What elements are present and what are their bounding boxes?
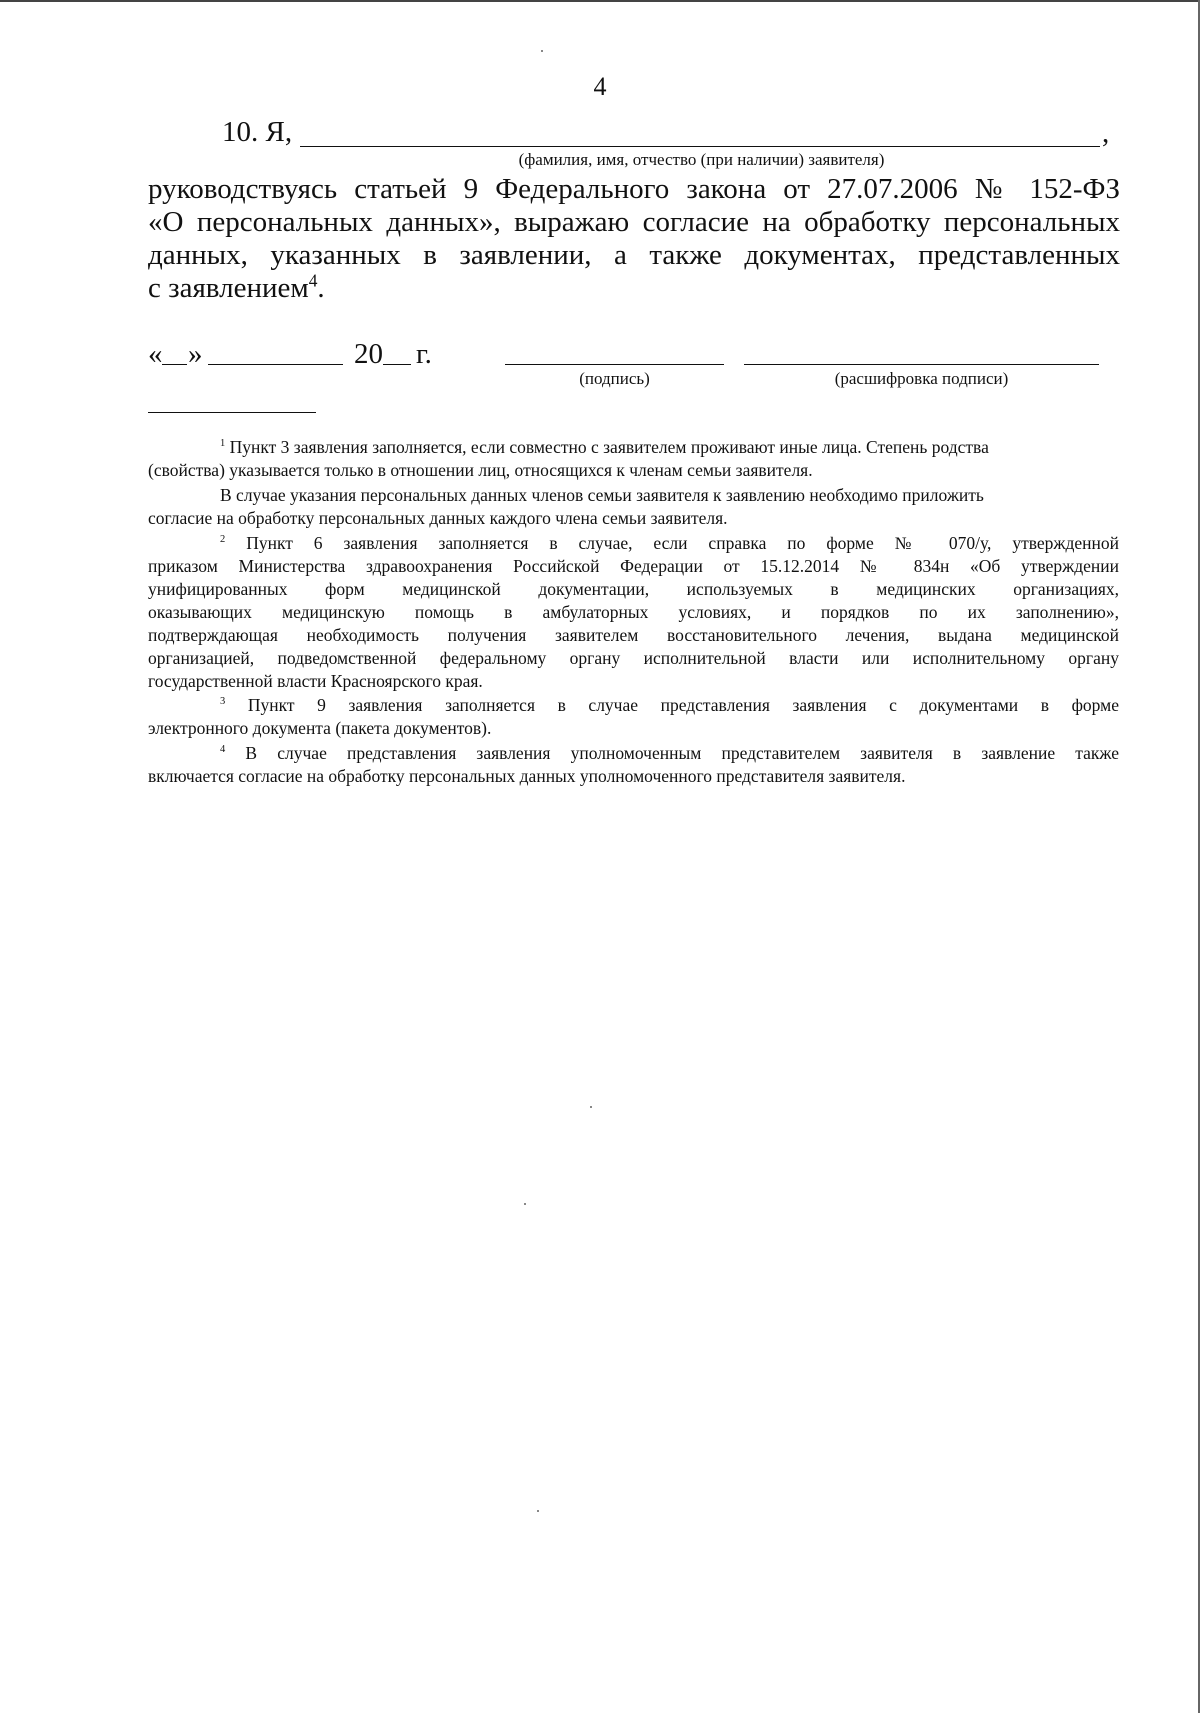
footnote-3-line-2: электронного документа (пакета документов). <box>148 718 492 738</box>
date-day-line <box>162 364 187 365</box>
page-number: 4 <box>593 72 607 101</box>
consent-line-4: с заявлением$^4$. <box>148 270 325 304</box>
applicant-name-line <box>300 146 1100 147</box>
scan-speck <box>537 1510 539 1512</box>
item10-comma: , <box>1102 117 1110 149</box>
date-year-suffix: г. <box>416 338 432 370</box>
footnote-1b-line-2: согласие на обработку персональных данных каждого члена семьи заявителя. <box>148 508 728 528</box>
applicant-name-caption: (фамилия, имя, отчество (при наличии) заявителя) <box>518 150 885 169</box>
footnote-4-line-2: включается согласие на обработку персональных данных уполномоченного представителя заявителя. <box>148 766 906 786</box>
signature-decode-caption: (расшифровка подписи) <box>834 369 1009 388</box>
scan-edge-top <box>0 0 1200 2</box>
scan-speck <box>524 1203 526 1205</box>
consent-line-1: руководствуясь статьей 9 Федерального закона от 27.07.2006 № 152-ФЗ <box>148 173 1120 205</box>
date-year-line <box>383 364 411 365</box>
item10-prefix: 10. Я, <box>222 116 293 148</box>
date-year-prefix: 20 <box>354 338 383 370</box>
scan-speck <box>590 1106 592 1108</box>
signature-caption: (подпись) <box>579 369 650 388</box>
footnote-2-line-6: организацией, подведомственной федеральному органу исполнительной власти или исполнительному органу <box>148 648 1119 668</box>
date-month-line <box>208 364 343 365</box>
footnote-2-line-5: подтверждающая необходимость получения заявителем восстановительного лечения, выдана медицинской <box>148 625 1119 645</box>
signature-decode-line <box>744 364 1099 365</box>
signature-line <box>505 364 724 365</box>
scan-speck <box>541 50 543 52</box>
footnote-2-line-4: оказывающих медицинскую помощь в амбулаторных условиях, и порядков по их заполнению», <box>148 602 1119 622</box>
footnote-3-line-1: $^3$ Пункт 9 заявления заполняется в случае представления заявления с документами в форме <box>220 695 1119 715</box>
footnote-1-line-1: $^1$ Пункт 3 заявления заполняется, если совместно с заявителем проживают иные лица. Степень родства <box>220 437 989 457</box>
footnote-2-line-3: унифицированных форм медицинской документации, используемых в медицинских организациях, <box>148 579 1119 599</box>
date-quote-open: « <box>148 338 163 370</box>
footnote-2-line-2: приказом Министерства здравоохранения Российской Федерации от 15.12.2014 № 834н «Об утверждении <box>148 556 1119 576</box>
footnote-separator <box>148 412 316 413</box>
consent-line-2: «О персональных данных», выражаю согласие на обработку персональных <box>148 206 1120 238</box>
footnote-2-line-7: государственной власти Красноярского края. <box>148 671 483 691</box>
footnote-4-line-1: $^4$ В случае представления заявления уполномоченным представителем заявителя в заявление также <box>220 743 1120 763</box>
footnote-2-line-1: $^2$ Пункт 6 заявления заполняется в случае, если справка по форме № 070/у, утвержденной <box>220 533 1119 553</box>
consent-line-3: данных, указанных в заявлении, а также документах, представленных <box>148 239 1120 271</box>
footnote-1-line-2: (свойства) указывается только в отношении лиц, относящихся к членам семьи заявителя. <box>148 460 813 480</box>
date-quote-close: » <box>188 338 203 370</box>
footnote-1b-line-1: В случае указания персональных данных членов семьи заявителя к заявлению необходимо приложить <box>220 485 984 505</box>
